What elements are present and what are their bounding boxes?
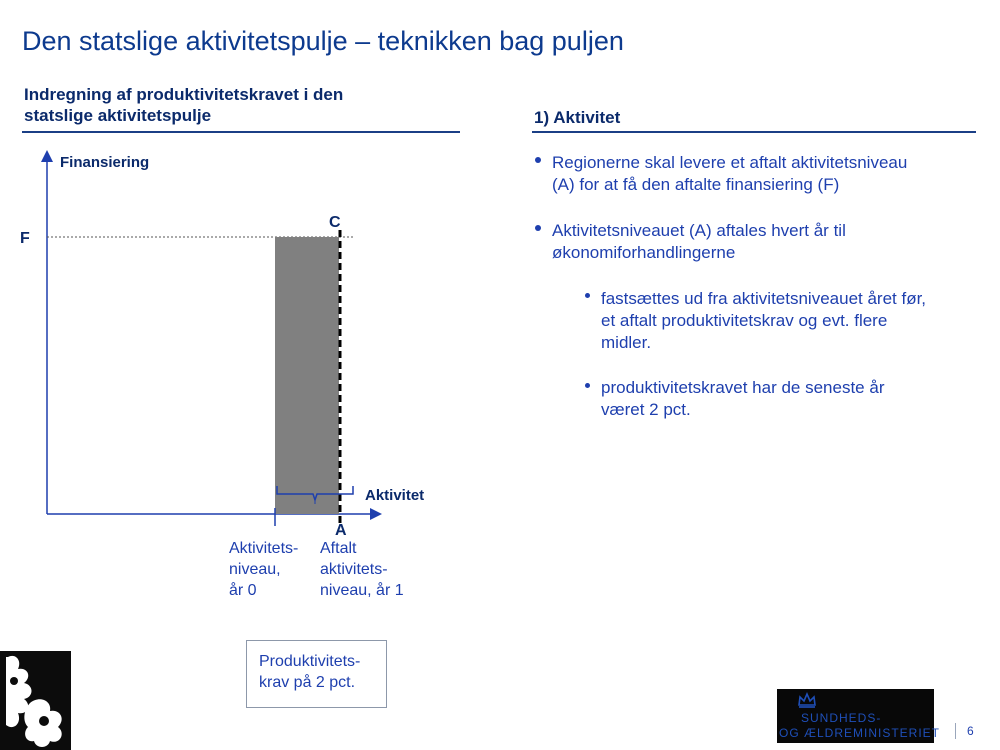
left-heading-line2: statslige aktivitetspulje xyxy=(24,106,212,125)
tick-year0-label: Aktivitets- niveau, år 0 xyxy=(229,540,299,599)
page-number: 6 xyxy=(967,724,974,738)
x-axis-label: Aktivitet xyxy=(365,487,425,504)
productivity-gap-bar xyxy=(275,237,339,514)
right-heading: 1) Aktivitet xyxy=(534,108,621,127)
logo-line2: OG ÆLDREMINISTERIET xyxy=(779,726,941,740)
slide-title: Den statslige aktivitetspulje – teknikken bag puljen xyxy=(22,26,624,56)
left-heading-line1: Indregning af produktivitetskravet i den xyxy=(24,85,344,104)
logo-line1: SUNDHEDS- xyxy=(801,711,882,725)
right-heading-rule xyxy=(532,131,976,133)
royal-emblem-icon xyxy=(0,651,71,750)
tick-year1-label: Aftalt aktivitets- niveau, år 1 xyxy=(320,540,404,599)
sub-bullet-item-1: fastsættes ud fra aktivitetsniveauet året før, et aftalt produktivitetskrav og evt. flere midler. xyxy=(601,289,927,352)
x-axis-arrow-icon xyxy=(370,508,382,520)
point-c-label: C xyxy=(329,214,341,231)
y-axis-label: Finansiering xyxy=(60,154,150,171)
point-a-label: A xyxy=(335,522,347,539)
sub-bullet-dot-icon xyxy=(585,383,590,388)
sub-bullet-item-2: produktivitetskravet har de seneste år været 2 pct. xyxy=(601,378,885,419)
bullet-dot-icon xyxy=(535,157,541,163)
left-heading xyxy=(24,84,343,126)
bullet-item-1: Regionerne skal levere et aftalt aktivitetsniveau (A) for at få den aftalte finansiering (F) xyxy=(552,153,908,194)
point-f-label: F xyxy=(20,230,30,247)
crown-icon xyxy=(797,691,817,709)
bullet-dot-icon xyxy=(535,225,541,231)
left-heading-rule xyxy=(22,131,460,133)
y-axis-arrow-icon xyxy=(41,150,53,162)
ministry-logo xyxy=(777,689,941,743)
sub-bullet-dot-icon xyxy=(585,293,590,298)
page-number-divider xyxy=(955,723,956,739)
productivity-requirement-box: Produktivitets- krav på 2 pct. xyxy=(246,640,387,708)
bullet-item-2: Aktivitetsniveauet (A) aftales hvert år til økonomiforhandlingerne xyxy=(552,221,846,262)
